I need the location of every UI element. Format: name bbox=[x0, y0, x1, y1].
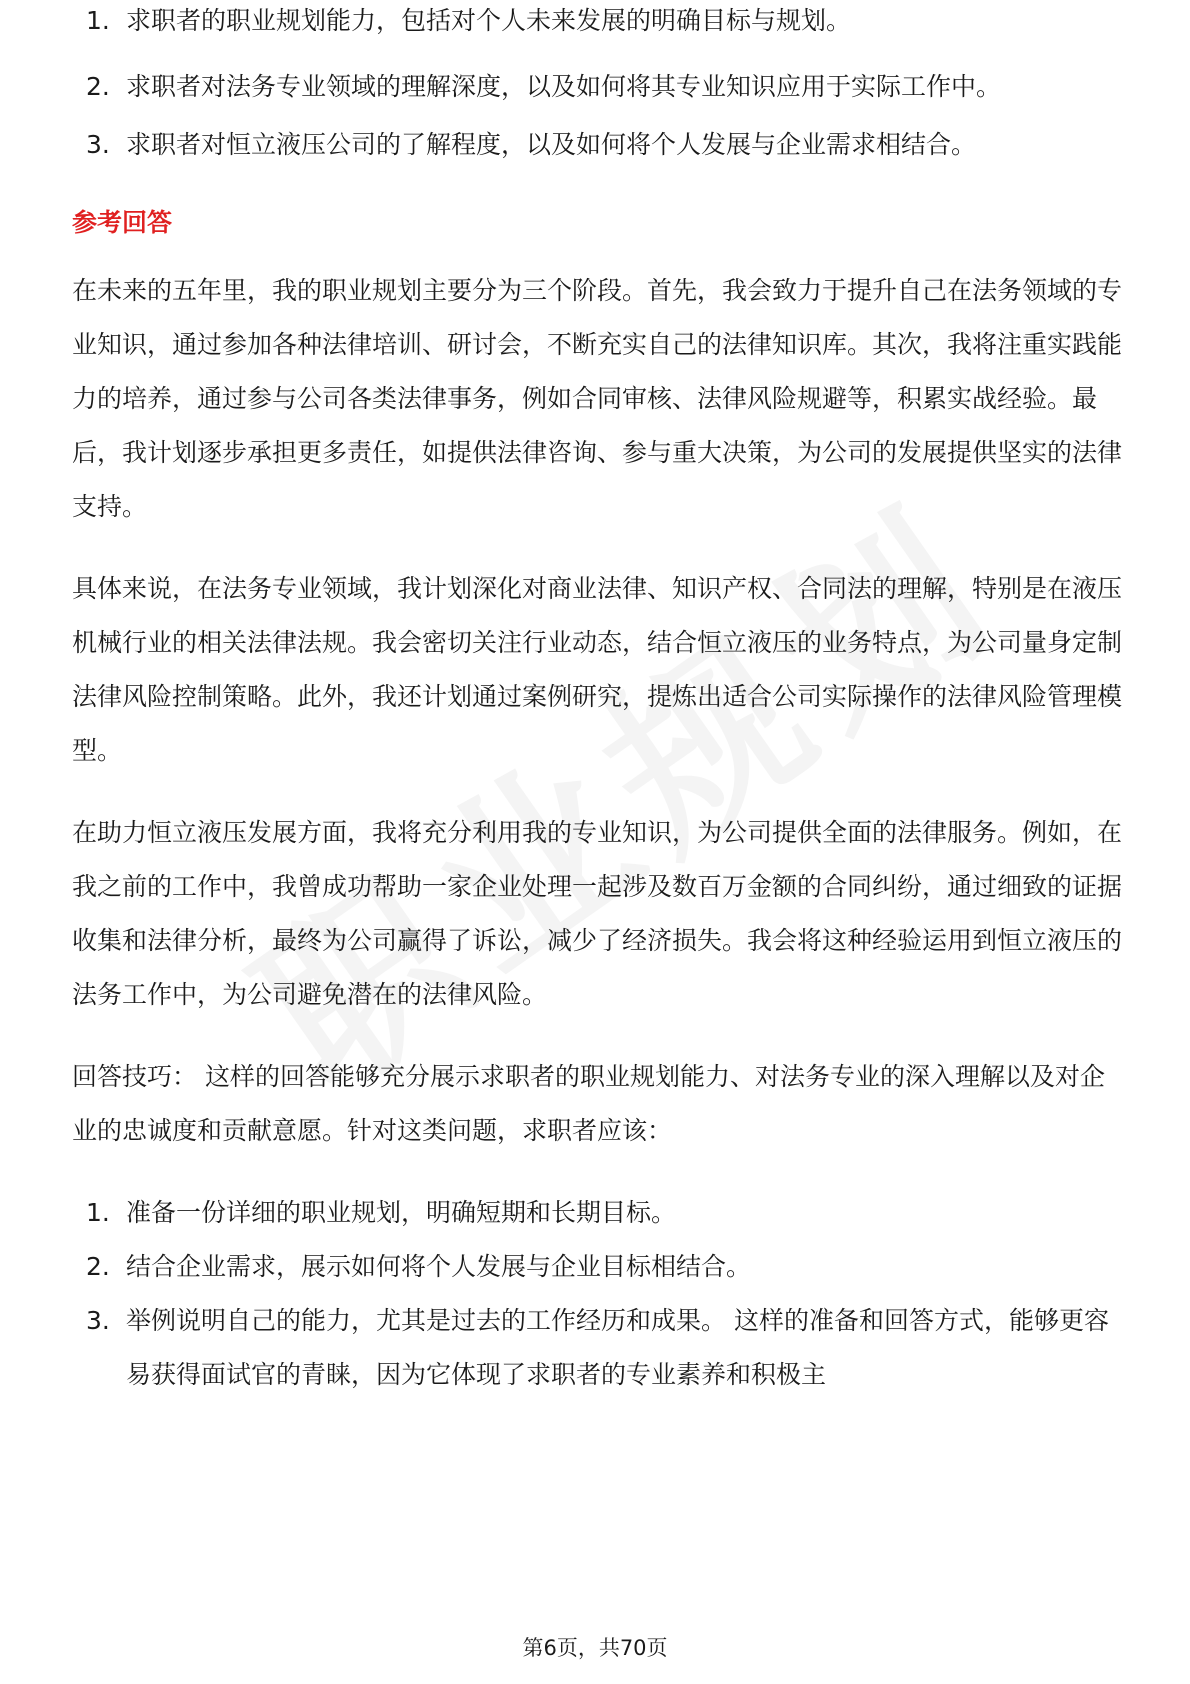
reference-answer-heading: 参考回答 bbox=[72, 208, 173, 237]
list-item bbox=[72, 118, 1124, 172]
list-text: 准备一份详细的职业规划，明确短期和长期目标。 bbox=[126, 1198, 677, 1227]
list-item bbox=[72, 6, 1124, 56]
list-item bbox=[72, 60, 1124, 114]
answer-paragraph-2: 具体来说，在法务专业领域，我计划深化对商业法律、知识产权、合同法的理解，特别是在液压机械行业的相关法律法规。我会密切关注行业动态，结合恒立液压的业务特点，为公司量身定制法律风险控制策略。此外，我还计划通过案例研究，提炼出适合公司实际操作的法律风险管理模型。 bbox=[72, 574, 1123, 765]
questions-list bbox=[72, 6, 1124, 172]
answer-paragraph-3: 在助力恒立液压发展方面，我将充分利用我的专业知识，为公司提供全面的法律服务。例如，在我之前的工作中，我曾成功帮助一家企业处理一起涉及数百万金额的合同纠纷，通过细致的证据收集和法律分析，最终为公司赢得了诉讼，减少了经济损失。我会将这种经验运用到恒立液压的法务工作中，为公司避免潜在的法律风险。 bbox=[72, 818, 1123, 1009]
page-content bbox=[72, 6, 1124, 1402]
list-number: 3. bbox=[86, 130, 110, 159]
list-text: 求职者对法务专业领域的理解深度，以及如何将其专业知识应用于实际工作中。 bbox=[126, 72, 1002, 101]
answer-tips-paragraph: 回答技巧： 这样的回答能够充分展示求职者的职业规划能力、对法务专业的深入理解以及对企业的忠诚度和贡献意愿。针对这类问题，求职者应该： bbox=[72, 1062, 1105, 1145]
list-number: 2. bbox=[86, 1252, 110, 1281]
list-number: 1. bbox=[86, 1198, 110, 1227]
list-item bbox=[72, 1240, 1124, 1294]
answer-paragraph-1: 在未来的五年里，我的职业规划主要分为三个阶段。首先，我会致力于提升自己在法务领域的专业知识，通过参加各种法律培训、研讨会，不断充实自己的法律知识库。其次，我将注重实践能力的培养，通过参与公司各类法律事务，例如合同审核、法律风险规避等，积累实战经验。最后，我计划逐步承担更多责任，如提供法律咨询、参与重大决策，为公司的发展提供坚实的法律支持。 bbox=[72, 276, 1123, 521]
tips-list bbox=[72, 1186, 1124, 1402]
list-text: 举例说明自己的能力，尤其是过去的工作经历和成果。 这样的准备和回答方式，能够更容易获得面试官的青睐，因为它体现了求职者的专业素养和积极主 bbox=[126, 1306, 1109, 1389]
list-text: 求职者的职业规划能力，包括对个人未来发展的明确目标与规划。 bbox=[126, 6, 852, 35]
page-footer: 第6页，共70页 bbox=[522, 1636, 668, 1660]
list-item bbox=[72, 1186, 1124, 1240]
list-number: 3. bbox=[86, 1306, 110, 1335]
list-number: 1. bbox=[86, 6, 110, 35]
list-number: 2. bbox=[86, 72, 110, 101]
list-text: 求职者对恒立液压公司的了解程度，以及如何将个人发展与企业需求相结合。 bbox=[126, 130, 977, 159]
list-text: 结合企业需求，展示如何将个人发展与企业目标相结合。 bbox=[126, 1252, 752, 1281]
list-item bbox=[72, 1294, 1124, 1402]
